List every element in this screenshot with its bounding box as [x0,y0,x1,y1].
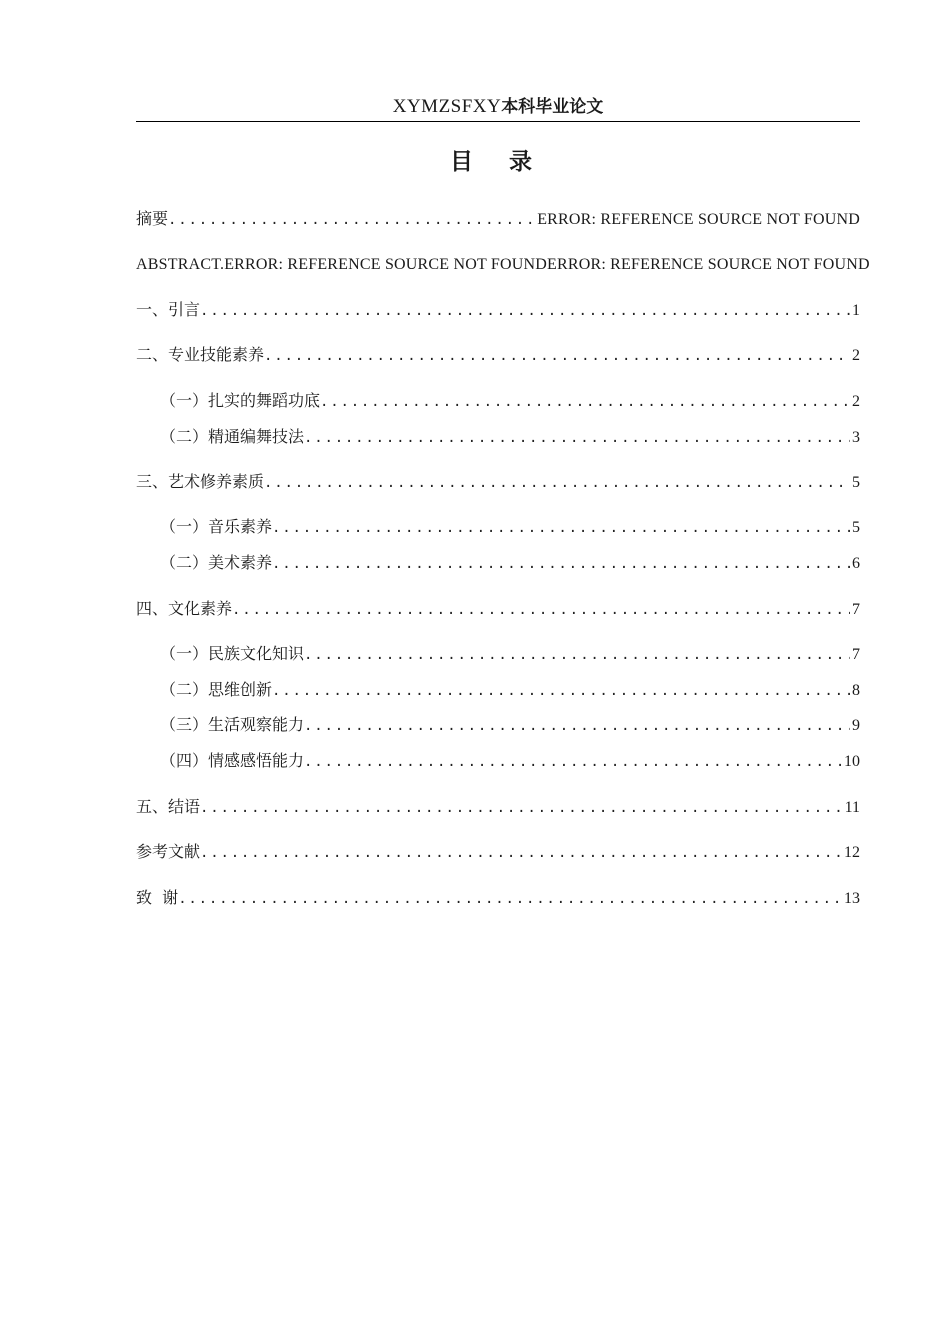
toc-entry-label: （一）音乐素养 [160,517,273,536]
dot-leader [178,886,842,912]
toc-entry-page: 7 [852,646,860,663]
toc-entry-error-text: ERROR: REFERENCE SOURCE NOT FOUNDERROR: REFERENCE SOURCE NOT FOUND [224,256,870,273]
toc-entry-label: 四、文化素养 [136,599,233,618]
toc-entry-abstract-cn[interactable] [136,206,860,232]
toc-entry[interactable] [136,839,860,865]
toc-entry-label: 参考文献 [136,842,201,861]
dot-leader [200,795,843,821]
toc-entry-page: 3 [852,429,860,446]
toc-entry-label: 五、结语 [136,797,201,816]
dot-leader [304,425,850,451]
toc-entry-page: 13 [844,890,860,907]
toc-subentry[interactable] [160,424,860,450]
toc-entry[interactable] [136,596,860,622]
dot-leader [304,642,850,668]
header-subtitle: 本科毕业论文 [501,97,604,117]
dot-leader [264,343,850,369]
toc-entry-page: 6 [852,555,860,572]
toc-subentry[interactable] [160,641,860,667]
dot-leader [232,597,850,623]
dot-leader [168,207,537,233]
toc-entry-label: （四）情感感悟能力 [160,751,305,770]
toc-subentry[interactable] [160,748,860,774]
dot-leader [304,713,850,739]
toc-subentry[interactable] [160,712,860,738]
toc-entry-page: 9 [852,717,860,734]
toc-subentry[interactable] [160,677,860,703]
toc-entry-label: 三、艺术修养素质 [136,472,265,491]
toc-entry-page: ERROR: REFERENCE SOURCE NOT FOUND [537,211,860,228]
toc-entry-page: 11 [844,799,860,816]
toc-subentry[interactable] [160,514,860,540]
page-header [136,92,860,121]
toc-entry-label: 摘要 [136,209,169,228]
toc-entry-label: （二）美术素养 [160,553,273,572]
toc-entry-page: 10 [844,753,860,770]
dot-leader [272,515,850,541]
toc-entry-page: 2 [852,347,860,364]
header-code: XYMZSFXY [392,96,502,117]
toc-entry-page: 5 [852,474,860,491]
toc-entry-page: 7 [852,601,860,618]
toc-entry-label: 二、专业技能素养 [136,345,265,364]
toc-entry-page: 12 [844,844,860,861]
toc-entry-label: （三）生活观察能力 [160,715,305,734]
toc-entry-label: （二）精通编舞技法 [160,427,305,446]
toc-entry[interactable] [136,297,860,323]
toc-entry-page: 8 [852,682,860,699]
toc-entry-label: 致 谢 [136,888,179,907]
toc-subentry[interactable] [160,550,860,576]
dot-leader [304,749,842,775]
toc-entry-page: 2 [852,393,860,410]
toc-entry[interactable] [136,794,860,820]
toc-entry[interactable] [136,342,860,368]
dot-leader [264,470,850,496]
header-rule [136,121,860,122]
toc-entry-label: 一、引言 [136,300,201,319]
toc-entry-page: 5 [852,519,860,536]
toc-entry-label: （一）扎实的舞蹈功底 [160,391,321,410]
toc-entry-label: （二）思维创新 [160,680,273,699]
toc-entry-label: （一）民族文化知识 [160,644,305,663]
dot-leader [320,389,850,415]
toc-title: 目 录 [449,149,546,175]
toc-subentry[interactable] [160,388,860,414]
toc-entry[interactable] [136,469,860,495]
toc-entry-page: 1 [852,302,860,319]
toc-entry-label: ABSTRACT. [136,256,225,273]
toc-entry[interactable] [136,885,860,911]
dot-leader [272,551,850,577]
dot-leader [272,678,850,704]
dot-leader [200,298,850,324]
dot-leader [200,840,842,866]
toc-entry-abstract-en[interactable] [136,252,870,278]
